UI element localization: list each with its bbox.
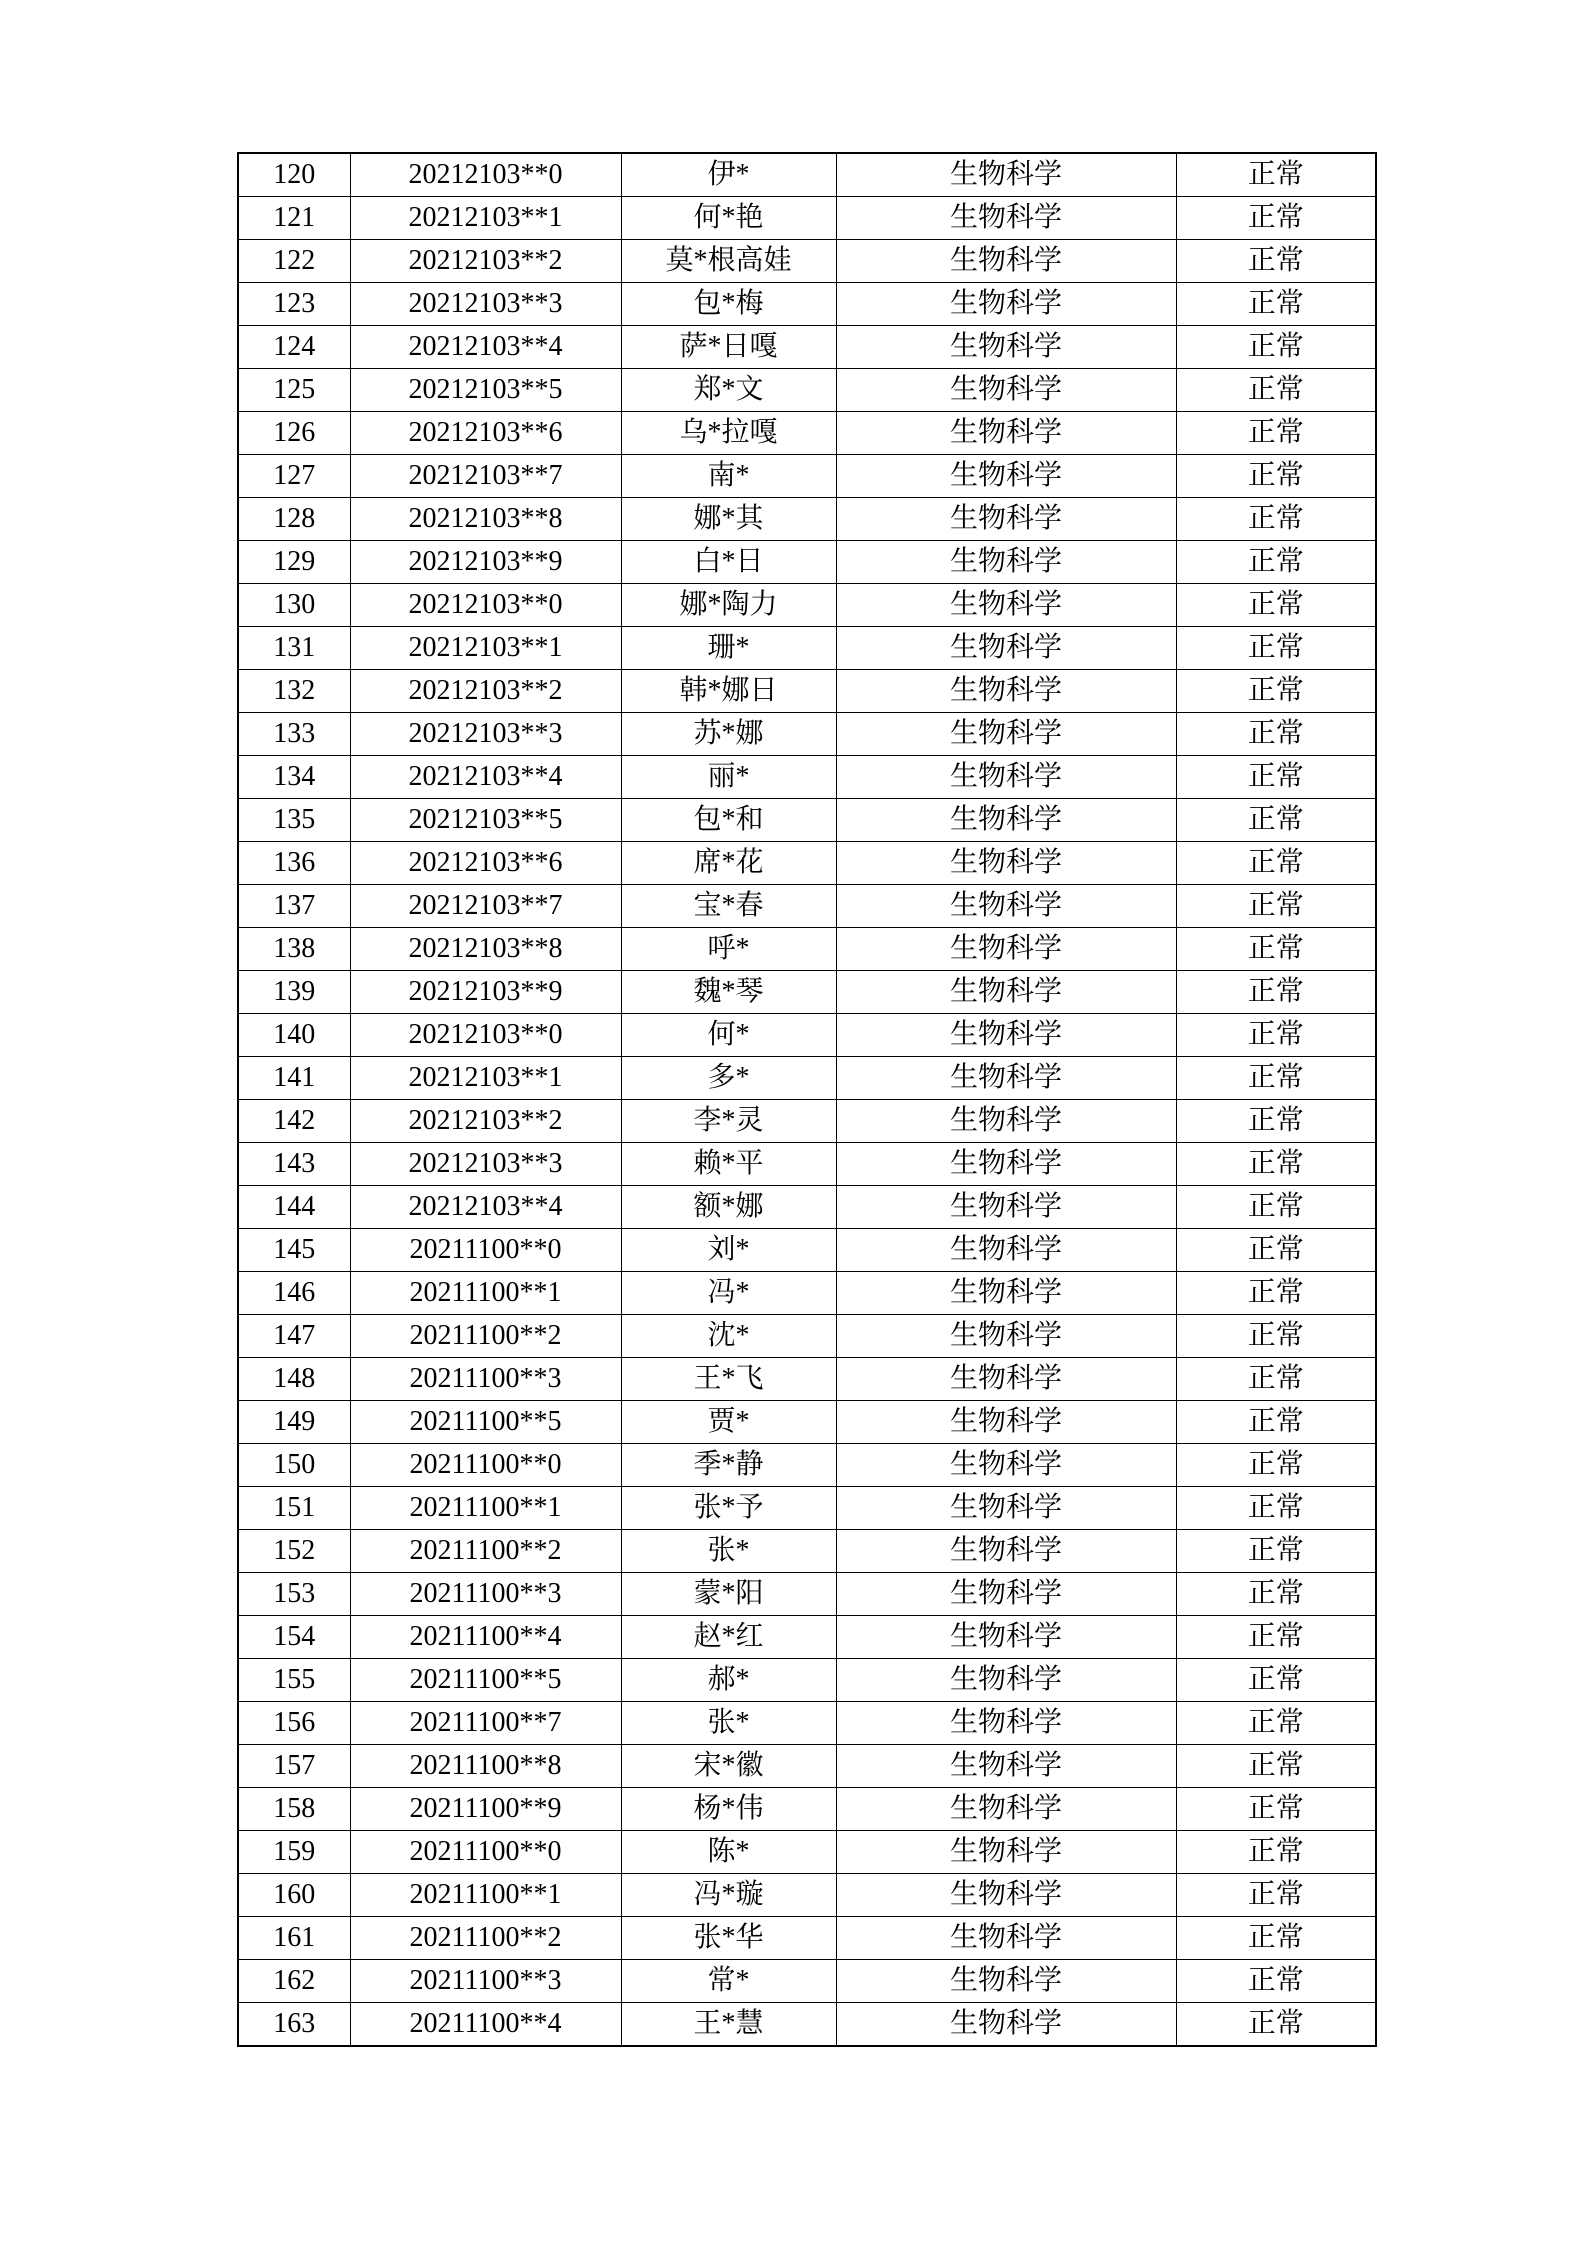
- cell-serial-number: 157: [238, 1745, 350, 1788]
- cell-major: 生物科学: [836, 584, 1176, 627]
- cell-serial-number: 126: [238, 412, 350, 455]
- cell-student-id: 20211100**2: [350, 1917, 621, 1960]
- cell-status: 正常: [1176, 1788, 1376, 1831]
- cell-student-id: 20212103**0: [350, 584, 621, 627]
- cell-student-id: 20211100**2: [350, 1530, 621, 1573]
- cell-serial-number: 152: [238, 1530, 350, 1573]
- cell-student-id: 20212103**4: [350, 756, 621, 799]
- cell-serial-number: 161: [238, 1917, 350, 1960]
- cell-status: 正常: [1176, 1659, 1376, 1702]
- cell-major: 生物科学: [836, 1057, 1176, 1100]
- cell-serial-number: 146: [238, 1272, 350, 1315]
- cell-major: 生物科学: [836, 670, 1176, 713]
- cell-serial-number: 163: [238, 2003, 350, 2047]
- cell-major: 生物科学: [836, 928, 1176, 971]
- cell-major: 生物科学: [836, 1401, 1176, 1444]
- cell-student-id: 20211100**0: [350, 1831, 621, 1874]
- cell-student-id: 20211100**5: [350, 1659, 621, 1702]
- cell-status: 正常: [1176, 885, 1376, 928]
- table-row: [238, 1487, 1376, 1530]
- table-row: [238, 799, 1376, 842]
- table-row: [238, 197, 1376, 240]
- table-row: [238, 928, 1376, 971]
- cell-student-name: 多*: [621, 1057, 836, 1100]
- cell-serial-number: 123: [238, 283, 350, 326]
- table-row: [238, 885, 1376, 928]
- table-row: [238, 1788, 1376, 1831]
- cell-serial-number: 134: [238, 756, 350, 799]
- cell-status: 正常: [1176, 1143, 1376, 1186]
- table-row: [238, 1186, 1376, 1229]
- table-row: [238, 670, 1376, 713]
- table-row: [238, 584, 1376, 627]
- cell-student-id: 20212103**3: [350, 283, 621, 326]
- cell-major: 生物科学: [836, 240, 1176, 283]
- cell-student-id: 20212103**2: [350, 670, 621, 713]
- table-row: [238, 1917, 1376, 1960]
- cell-serial-number: 141: [238, 1057, 350, 1100]
- cell-student-id: 20212103**9: [350, 971, 621, 1014]
- table-row: [238, 1143, 1376, 1186]
- table-row: [238, 1358, 1376, 1401]
- cell-major: 生物科学: [836, 1702, 1176, 1745]
- cell-serial-number: 121: [238, 197, 350, 240]
- cell-status: 正常: [1176, 627, 1376, 670]
- cell-student-name: 白*日: [621, 541, 836, 584]
- cell-status: 正常: [1176, 756, 1376, 799]
- cell-serial-number: 147: [238, 1315, 350, 1358]
- cell-serial-number: 137: [238, 885, 350, 928]
- cell-status: 正常: [1176, 1401, 1376, 1444]
- cell-status: 正常: [1176, 1444, 1376, 1487]
- cell-status: 正常: [1176, 541, 1376, 584]
- cell-serial-number: 131: [238, 627, 350, 670]
- cell-student-name: 魏*琴: [621, 971, 836, 1014]
- cell-status: 正常: [1176, 1530, 1376, 1573]
- cell-status: 正常: [1176, 1702, 1376, 1745]
- cell-major: 生物科学: [836, 1100, 1176, 1143]
- cell-status: 正常: [1176, 240, 1376, 283]
- cell-status: 正常: [1176, 1186, 1376, 1229]
- cell-student-id: 20212103**7: [350, 885, 621, 928]
- cell-student-id: 20211100**4: [350, 1616, 621, 1659]
- cell-major: 生物科学: [836, 971, 1176, 1014]
- cell-student-id: 20212103**5: [350, 799, 621, 842]
- table-row: [238, 842, 1376, 885]
- student-roster-table: [237, 152, 1377, 2047]
- cell-major: 生物科学: [836, 283, 1176, 326]
- cell-student-id: 20211100**3: [350, 1358, 621, 1401]
- cell-student-name: 娜*陶力: [621, 584, 836, 627]
- table-row: [238, 713, 1376, 756]
- cell-major: 生物科学: [836, 1874, 1176, 1917]
- cell-student-name: 包*和: [621, 799, 836, 842]
- cell-status: 正常: [1176, 1014, 1376, 1057]
- cell-student-name: 珊*: [621, 627, 836, 670]
- cell-student-name: 王*飞: [621, 1358, 836, 1401]
- cell-serial-number: 162: [238, 1960, 350, 2003]
- cell-major: 生物科学: [836, 1745, 1176, 1788]
- cell-major: 生物科学: [836, 1917, 1176, 1960]
- cell-status: 正常: [1176, 713, 1376, 756]
- cell-serial-number: 136: [238, 842, 350, 885]
- cell-serial-number: 128: [238, 498, 350, 541]
- cell-student-id: 20211100**4: [350, 2003, 621, 2047]
- cell-status: 正常: [1176, 455, 1376, 498]
- cell-student-id: 20212103**1: [350, 1057, 621, 1100]
- cell-status: 正常: [1176, 670, 1376, 713]
- table-row: [238, 1401, 1376, 1444]
- table-row: [238, 1874, 1376, 1917]
- cell-student-name: 丽*: [621, 756, 836, 799]
- cell-student-name: 席*花: [621, 842, 836, 885]
- table-row: [238, 1530, 1376, 1573]
- cell-student-name: 萨*日嘎: [621, 326, 836, 369]
- cell-student-id: 20212103**4: [350, 326, 621, 369]
- cell-status: 正常: [1176, 1960, 1376, 2003]
- table-row: [238, 1745, 1376, 1788]
- cell-student-id: 20211100**0: [350, 1229, 621, 1272]
- cell-serial-number: 130: [238, 584, 350, 627]
- cell-student-name: 季*静: [621, 1444, 836, 1487]
- cell-status: 正常: [1176, 153, 1376, 197]
- cell-student-name: 包*梅: [621, 283, 836, 326]
- table-row: [238, 1272, 1376, 1315]
- cell-status: 正常: [1176, 1315, 1376, 1358]
- table-row: [238, 412, 1376, 455]
- cell-major: 生物科学: [836, 1143, 1176, 1186]
- cell-status: 正常: [1176, 799, 1376, 842]
- cell-student-id: 20211100**1: [350, 1487, 621, 1530]
- cell-student-name: 张*华: [621, 1917, 836, 1960]
- cell-student-name: 张*: [621, 1702, 836, 1745]
- cell-serial-number: 151: [238, 1487, 350, 1530]
- cell-student-id: 20212103**1: [350, 627, 621, 670]
- cell-major: 生物科学: [836, 541, 1176, 584]
- table-row: [238, 1616, 1376, 1659]
- table-row: [238, 153, 1376, 197]
- cell-student-name: 蒙*阳: [621, 1573, 836, 1616]
- cell-serial-number: 143: [238, 1143, 350, 1186]
- cell-serial-number: 142: [238, 1100, 350, 1143]
- cell-major: 生物科学: [836, 326, 1176, 369]
- table-row: [238, 1831, 1376, 1874]
- cell-serial-number: 145: [238, 1229, 350, 1272]
- cell-student-id: 20212103**6: [350, 842, 621, 885]
- table-row: [238, 283, 1376, 326]
- table-body: [238, 153, 1376, 2046]
- cell-serial-number: 135: [238, 799, 350, 842]
- cell-serial-number: 127: [238, 455, 350, 498]
- cell-status: 正常: [1176, 1057, 1376, 1100]
- table-row: [238, 455, 1376, 498]
- cell-student-id: 20212103**4: [350, 1186, 621, 1229]
- cell-student-name: 贾*: [621, 1401, 836, 1444]
- cell-student-name: 张*: [621, 1530, 836, 1573]
- cell-student-id: 20212103**5: [350, 369, 621, 412]
- cell-major: 生物科学: [836, 627, 1176, 670]
- cell-major: 生物科学: [836, 1960, 1176, 2003]
- cell-status: 正常: [1176, 1573, 1376, 1616]
- table-row: [238, 1057, 1376, 1100]
- cell-serial-number: 144: [238, 1186, 350, 1229]
- cell-major: 生物科学: [836, 498, 1176, 541]
- cell-student-id: 20212103**7: [350, 455, 621, 498]
- cell-serial-number: 140: [238, 1014, 350, 1057]
- table-row: [238, 2003, 1376, 2047]
- cell-student-id: 20211100**9: [350, 1788, 621, 1831]
- table-row: [238, 756, 1376, 799]
- table-row: [238, 1702, 1376, 1745]
- cell-student-id: 20211100**0: [350, 1444, 621, 1487]
- cell-student-id: 20212103**3: [350, 713, 621, 756]
- table-row: [238, 1014, 1376, 1057]
- cell-major: 生物科学: [836, 412, 1176, 455]
- cell-serial-number: 150: [238, 1444, 350, 1487]
- cell-status: 正常: [1176, 1229, 1376, 1272]
- cell-student-id: 20211100**1: [350, 1874, 621, 1917]
- cell-student-id: 20212103**8: [350, 928, 621, 971]
- cell-student-name: 莫*根高娃: [621, 240, 836, 283]
- cell-major: 生物科学: [836, 1229, 1176, 1272]
- cell-major: 生物科学: [836, 1659, 1176, 1702]
- cell-student-id: 20212103**3: [350, 1143, 621, 1186]
- cell-student-id: 20211100**2: [350, 1315, 621, 1358]
- cell-student-name: 宋*徽: [621, 1745, 836, 1788]
- cell-status: 正常: [1176, 1100, 1376, 1143]
- cell-major: 生物科学: [836, 455, 1176, 498]
- cell-major: 生物科学: [836, 885, 1176, 928]
- cell-status: 正常: [1176, 283, 1376, 326]
- cell-serial-number: 132: [238, 670, 350, 713]
- cell-student-id: 20212103**0: [350, 1014, 621, 1057]
- cell-serial-number: 149: [238, 1401, 350, 1444]
- cell-student-name: 宝*春: [621, 885, 836, 928]
- cell-major: 生物科学: [836, 1315, 1176, 1358]
- cell-student-name: 赖*平: [621, 1143, 836, 1186]
- cell-status: 正常: [1176, 1745, 1376, 1788]
- cell-student-id: 20211100**5: [350, 1401, 621, 1444]
- cell-serial-number: 159: [238, 1831, 350, 1874]
- cell-student-name: 李*灵: [621, 1100, 836, 1143]
- table-row: [238, 1100, 1376, 1143]
- cell-student-name: 冯*: [621, 1272, 836, 1315]
- cell-status: 正常: [1176, 842, 1376, 885]
- cell-student-name: 何*艳: [621, 197, 836, 240]
- table-row: [238, 1960, 1376, 2003]
- table-row: [238, 1444, 1376, 1487]
- cell-serial-number: 122: [238, 240, 350, 283]
- cell-student-name: 额*娜: [621, 1186, 836, 1229]
- cell-student-id: 20212103**2: [350, 240, 621, 283]
- cell-status: 正常: [1176, 1874, 1376, 1917]
- cell-status: 正常: [1176, 1616, 1376, 1659]
- table-row: [238, 498, 1376, 541]
- cell-status: 正常: [1176, 971, 1376, 1014]
- table-row: [238, 1229, 1376, 1272]
- cell-serial-number: 133: [238, 713, 350, 756]
- cell-student-name: 呼*: [621, 928, 836, 971]
- table-row: [238, 1315, 1376, 1358]
- cell-student-name: 韩*娜日: [621, 670, 836, 713]
- cell-major: 生物科学: [836, 1186, 1176, 1229]
- cell-status: 正常: [1176, 1831, 1376, 1874]
- cell-student-id: 20212103**8: [350, 498, 621, 541]
- cell-student-name: 何*: [621, 1014, 836, 1057]
- cell-status: 正常: [1176, 2003, 1376, 2047]
- cell-status: 正常: [1176, 928, 1376, 971]
- cell-student-id: 20212103**6: [350, 412, 621, 455]
- cell-status: 正常: [1176, 1917, 1376, 1960]
- cell-student-name: 南*: [621, 455, 836, 498]
- cell-major: 生物科学: [836, 713, 1176, 756]
- cell-status: 正常: [1176, 584, 1376, 627]
- cell-status: 正常: [1176, 1358, 1376, 1401]
- cell-student-name: 常*: [621, 1960, 836, 2003]
- cell-major: 生物科学: [836, 1014, 1176, 1057]
- cell-student-id: 20212103**2: [350, 1100, 621, 1143]
- cell-major: 生物科学: [836, 1444, 1176, 1487]
- cell-major: 生物科学: [836, 1573, 1176, 1616]
- cell-status: 正常: [1176, 326, 1376, 369]
- cell-status: 正常: [1176, 412, 1376, 455]
- cell-serial-number: 155: [238, 1659, 350, 1702]
- cell-student-name: 杨*伟: [621, 1788, 836, 1831]
- cell-major: 生物科学: [836, 1358, 1176, 1401]
- cell-serial-number: 124: [238, 326, 350, 369]
- cell-major: 生物科学: [836, 1831, 1176, 1874]
- cell-status: 正常: [1176, 369, 1376, 412]
- cell-serial-number: 158: [238, 1788, 350, 1831]
- cell-student-name: 张*予: [621, 1487, 836, 1530]
- table-row: [238, 971, 1376, 1014]
- cell-student-name: 赵*红: [621, 1616, 836, 1659]
- cell-major: 生物科学: [836, 153, 1176, 197]
- table-row: [238, 541, 1376, 584]
- cell-student-name: 冯*璇: [621, 1874, 836, 1917]
- table-row: [238, 369, 1376, 412]
- cell-student-name: 郝*: [621, 1659, 836, 1702]
- cell-major: 生物科学: [836, 756, 1176, 799]
- table-row: [238, 1659, 1376, 1702]
- cell-student-name: 郑*文: [621, 369, 836, 412]
- cell-status: 正常: [1176, 1487, 1376, 1530]
- cell-major: 生物科学: [836, 197, 1176, 240]
- cell-student-id: 20212103**0: [350, 153, 621, 197]
- cell-serial-number: 139: [238, 971, 350, 1014]
- cell-major: 生物科学: [836, 1530, 1176, 1573]
- cell-major: 生物科学: [836, 842, 1176, 885]
- cell-major: 生物科学: [836, 369, 1176, 412]
- cell-serial-number: 148: [238, 1358, 350, 1401]
- cell-serial-number: 125: [238, 369, 350, 412]
- cell-student-name: 沈*: [621, 1315, 836, 1358]
- cell-student-name: 陈*: [621, 1831, 836, 1874]
- cell-serial-number: 160: [238, 1874, 350, 1917]
- cell-major: 生物科学: [836, 2003, 1176, 2047]
- cell-serial-number: 154: [238, 1616, 350, 1659]
- cell-student-name: 刘*: [621, 1229, 836, 1272]
- table-row: [238, 627, 1376, 670]
- cell-student-id: 20212103**9: [350, 541, 621, 584]
- cell-major: 生物科学: [836, 1616, 1176, 1659]
- cell-serial-number: 129: [238, 541, 350, 584]
- table-row: [238, 1573, 1376, 1616]
- cell-serial-number: 153: [238, 1573, 350, 1616]
- cell-status: 正常: [1176, 498, 1376, 541]
- cell-student-id: 20211100**3: [350, 1960, 621, 2003]
- cell-student-name: 王*慧: [621, 2003, 836, 2047]
- cell-student-name: 乌*拉嘎: [621, 412, 836, 455]
- table-row: [238, 326, 1376, 369]
- cell-student-name: 伊*: [621, 153, 836, 197]
- cell-student-id: 20212103**1: [350, 197, 621, 240]
- table-row: [238, 240, 1376, 283]
- cell-student-id: 20211100**1: [350, 1272, 621, 1315]
- cell-status: 正常: [1176, 197, 1376, 240]
- cell-major: 生物科学: [836, 799, 1176, 842]
- cell-major: 生物科学: [836, 1487, 1176, 1530]
- cell-serial-number: 156: [238, 1702, 350, 1745]
- cell-serial-number: 120: [238, 153, 350, 197]
- cell-major: 生物科学: [836, 1272, 1176, 1315]
- cell-student-id: 20211100**8: [350, 1745, 621, 1788]
- cell-student-name: 苏*娜: [621, 713, 836, 756]
- cell-student-id: 20211100**3: [350, 1573, 621, 1616]
- cell-student-id: 20211100**7: [350, 1702, 621, 1745]
- cell-status: 正常: [1176, 1272, 1376, 1315]
- cell-serial-number: 138: [238, 928, 350, 971]
- cell-student-name: 娜*其: [621, 498, 836, 541]
- cell-major: 生物科学: [836, 1788, 1176, 1831]
